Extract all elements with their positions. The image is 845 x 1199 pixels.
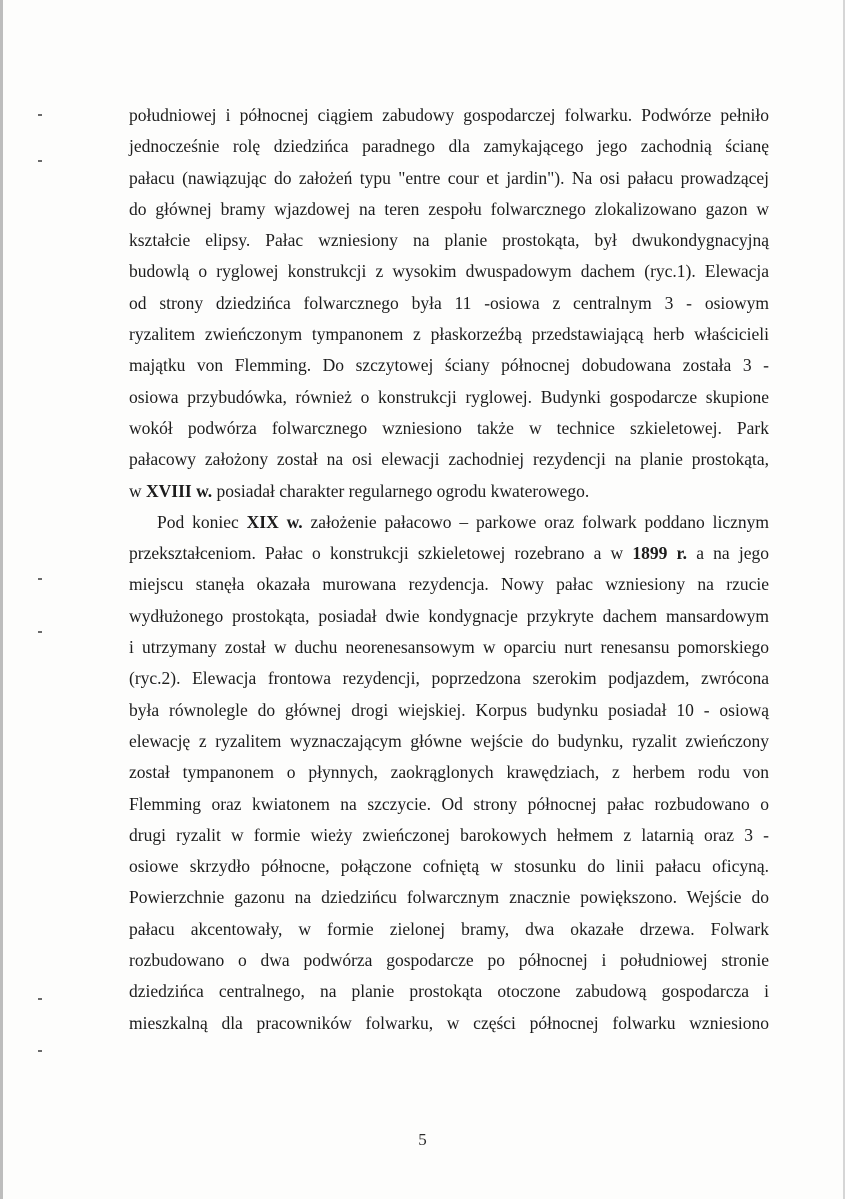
scan-edge-left	[0, 0, 3, 1199]
scan-mark	[38, 578, 42, 580]
text-line	[129, 538, 769, 569]
text-line: dziedzińca centralnego, na planie prostokąta otoczone zabudową gospodarcza i	[129, 981, 769, 1002]
text-line: ryzalitem zwieńczonym tympanonem z płaskorzeźbą przedstawiającą herb właścicieli	[129, 324, 769, 345]
text-line: mieszkalną dla pracowników folwarku, w części północnej folwarku wzniesiono	[129, 1012, 769, 1033]
text-line: majątku von Flemming. Do szczytowej ściany północnej dobudowana została 3 -	[129, 355, 769, 376]
text-line: został tympanonem o płynnych, zaokrąglonych krawędziach, z herbem rodu von	[129, 762, 769, 783]
scan-mark	[38, 160, 42, 162]
text-line: południowej i północnej ciągiem zabudowy gospodarczej folwarku. Podwórze pełniło	[129, 105, 769, 125]
text-line: osiowe skrzydło północne, połączone cofniętą w stosunku do linii pałacu oficyną.	[129, 856, 769, 877]
text-line: Powierzchnie gazonu na dziedzińcu folwarcznym znacznie powiększono. Wejście do	[129, 887, 769, 908]
text-line: jednocześnie rolę dziedzińca paradnego dla zamykającego jego zachodnią ścianę	[129, 136, 769, 157]
scan-mark	[38, 998, 42, 1000]
text-line: (ryc.2). Elewacja frontowa rezydencji, poprzedzona szerokim podjazdem, zwrócona	[129, 668, 769, 689]
text-line: i utrzymany został w duchu neorenesansowym w oparciu nurt renesansu pomorskiego	[129, 637, 769, 658]
text-line: osiowa przybudówka, również o konstrukcji ryglowej. Budynki gospodarcze skupione	[129, 386, 769, 407]
text-segment: przekształceniom. Pałac o konstrukcji szkieletowej rozebrano a w	[129, 543, 633, 564]
text-line: była równolegle do głównej drogi wiejskiej. Korpus budynku posiadał 10 - osiową	[129, 699, 769, 720]
text-line: od strony dziedzińca folwarcznego była 11 -osiowa z centralnym 3 - osiowym	[129, 292, 769, 313]
text-line: drugi ryzalit w formie wieży zwieńczonej barokowych hełmem z latarnią oraz 3 -	[129, 824, 769, 845]
text-line: rozbudowano o dwa podwórza gospodarcze po północnej i południowej stronie	[129, 950, 769, 971]
text-line: miejscu stanęła okazała murowana rezydencja. Nowy pałac wzniesiony na rzucie	[129, 574, 769, 595]
text-line: wokół podwórza folwarcznego wzniesiono także w technice szkieletowej. Park	[129, 417, 769, 438]
text-line: pałacowy założony został na osi elewacji zachodniej rezydencji na planie prostokąta,	[129, 449, 769, 470]
text-segment: w	[129, 480, 147, 501]
bold-text: XVIII w.	[146, 480, 213, 501]
text-segment: założenie pałacowo – parkowe oraz folwark poddano licznym	[302, 511, 769, 532]
page-number: 5	[418, 1130, 427, 1149]
scan-mark	[38, 114, 42, 116]
text-segment: a na jego	[687, 543, 769, 564]
text-line: wydłużonego prostokąta, posiadał dwie kondygnacje przykryte dachem mansardowym	[129, 605, 769, 626]
text-line: kształcie elipsy. Pałac wzniesiony na planie prostokąta, był dwukondygnacyjną	[129, 230, 769, 251]
text-segment: posiadał charakter regularnego ogrodu kwaterowego.	[212, 480, 590, 501]
text-line: pałacu (nawiązując do założeń typu "entre cour et jardin"). Na osi pałacu prowadzącej	[129, 167, 769, 188]
text-line: elewację z ryzalitem wyznaczającym główne wejście do budynku, ryzalit zwieńczony	[129, 730, 769, 751]
scan-mark	[38, 631, 42, 633]
text-line: Flemming oraz kwiatonem na szczycie. Od strony północnej pałac rozbudowano o	[129, 793, 769, 814]
text-line	[129, 507, 769, 538]
scan-mark	[38, 1050, 42, 1052]
text-line: pałacu akcentowały, w formie zielonej bramy, dwa okazałe drzewa. Folwark	[129, 918, 769, 939]
bold-text: 1899 r.	[632, 543, 688, 564]
text-line	[129, 476, 769, 507]
text-line: do głównej bramy wjazdowej na teren zespołu folwarcznego zlokalizowano gazon w	[129, 198, 769, 219]
text-segment: Pod koniec	[157, 511, 247, 532]
bold-text: XIX w.	[246, 511, 303, 532]
body-text	[129, 100, 769, 1039]
text-line: budowlą o ryglowej konstrukcji z wysokim dwuspadowym dachem (ryc.1). Elewacja	[129, 261, 769, 282]
